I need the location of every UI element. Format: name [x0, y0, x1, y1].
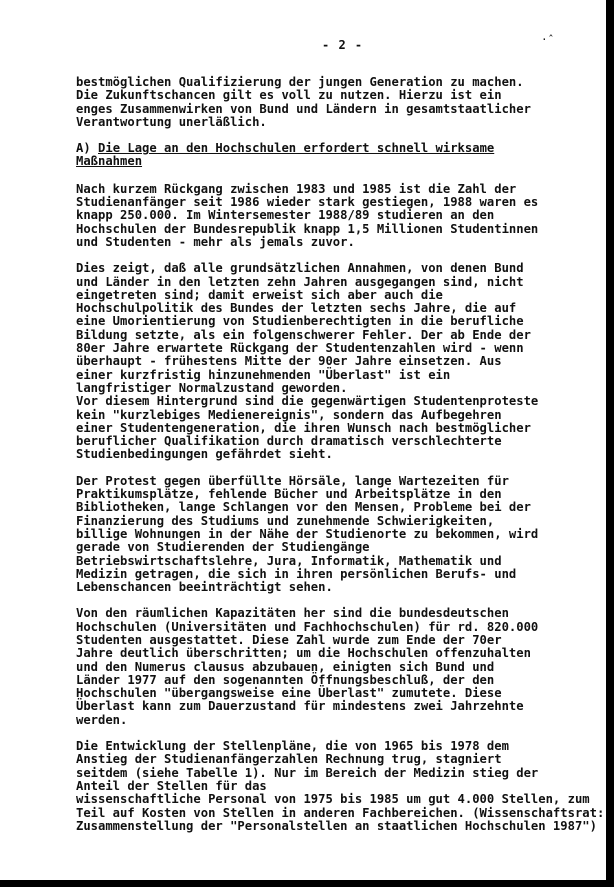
text-line: Länder 1977 auf den sogenannten Öffnungsbeschluß, der den — [76, 672, 495, 687]
text-line: knapp 250.000. Im Wintersemester 1988/89 studieren an den — [76, 208, 495, 223]
heading-line — [76, 142, 590, 155]
section-title: Die Lage an den Hochschulen erfordert schnell wirksame — [98, 141, 495, 156]
text-line: eine Umorientierung von Studienberechtigten in die berufliche — [76, 314, 524, 329]
text-line: Verantwortung unerläßlich. — [76, 114, 267, 129]
text-line: einer Studentengeneration, die ihren Wunsch nach bestmöglicher — [76, 420, 531, 435]
paragraph — [76, 262, 590, 461]
text-line: Dies zeigt, daß alle grundsätzlichen Annahmen, von denen Bund — [76, 261, 524, 276]
text-line: Die Entwicklung der Stellenpläne, die von 1965 bis 1978 dem — [76, 739, 509, 754]
text-line: 80er Jahre erwartete Rückgang der Studentenzahlen wird - wenn — [76, 341, 524, 356]
text-line: Medizin getragen, die sich in ihren persönlichen Berufs- und — [76, 566, 517, 581]
paragraph — [76, 183, 590, 249]
text-line: Bibliotheken, lange Schlangen vor den Mensen, Probleme bei der — [76, 500, 531, 515]
text-line: enges Zusammenwirken von Bund und Ländern in gesamtstaatlicher — [76, 101, 531, 116]
text-line: Anteil der Stellen für das — [76, 778, 267, 793]
text-line: Studienbedingungen gefährdet sieht. — [76, 447, 333, 462]
text-line: Vor diesem Hintergrund sind die gegenwärtigen Studentenproteste — [76, 394, 539, 409]
text-line: Studenten ausgestattet. Diese Zahl wurde zum Ende der 70er — [76, 632, 502, 647]
text-line: Lebenschancen beeinträchtigt sehen. — [76, 580, 333, 595]
text-line: billige Wohnungen in der Nähe der Studienorte zu bekommen, wird — [76, 526, 539, 541]
text-line: Die Zukunftschancen gilt es voll zu nutzen. Hierzu ist ein — [76, 88, 502, 103]
corner-mark: ·̂ — [541, 33, 548, 46]
text-line: Der Protest gegen überfüllte Hörsäle, lange Wartezeiten für — [76, 473, 509, 488]
document-body — [76, 75, 605, 846]
paragraph — [76, 475, 590, 595]
text-line: überhaupt - frühestens Mitte der 90er Jahre einsetzen. Aus — [76, 354, 502, 369]
text-line: bestmöglichen Qualifizierung der jungen Generation zu machen. — [76, 75, 524, 89]
text-line: Hochschulen "übergangsweise eine Überlast" zumutete. Diese — [76, 686, 502, 701]
text-line: Von den räumlichen Kapazitäten her sind die bundesdeutschen — [76, 606, 509, 621]
intro-paragraph — [76, 76, 590, 129]
text-line: Nach kurzem Rückgang zwischen 1983 und 1985 ist die Zahl der — [76, 181, 517, 196]
section-prefix: A) — [76, 141, 99, 156]
text-line: gerade von Studierenden der Studiengänge — [76, 540, 370, 555]
text-line: und Länder in den letzten zehn Jahren ausgegangen sind, nicht — [76, 274, 524, 289]
text-line: Praktikumsplätze, fehlende Bücher und Arbeitsplätze in den — [76, 487, 502, 502]
text-line: Studienanfänger seit 1986 wieder stark gestiegen, 1988 waren es — [76, 195, 539, 210]
text-line: und Studenten - mehr als jemals zuvor. — [76, 234, 355, 249]
scan-border-right — [606, 0, 614, 887]
section-title-continued: Maßnahmen — [76, 154, 143, 169]
text-line: Bildung setzte, als ein folgenschwerer Fehler. Der ab Ende der — [76, 327, 531, 342]
text-line: Hochschulen der Bundesrepublik knapp 1,5 Millionen Studentinnen — [76, 221, 539, 236]
text-line: Finanzierung des Studiums und zunehmende Schwierigkeiten, — [76, 513, 495, 528]
text-line: eingetreten sind; damit erweist sich aber auch die — [76, 287, 443, 302]
text-line: seitdem (siehe Tabelle 1). Nur im Bereich der Medizin stieg der — [76, 765, 539, 780]
text-line: Zusammenstellung der "Personalstellen an staatlichen Hochschulen 1987") — [76, 818, 597, 833]
text-line: Hochschulen (Universitäten und Fachhochschulen) für rd. 820.000 — [76, 619, 539, 634]
text-line: Anstieg der Studienanfängerzahlen Rechnung trug, stagniert — [76, 752, 502, 767]
text-line: Jahre deutlich überschritten; um die Hochschulen offenzuhalten — [76, 646, 531, 661]
text-line: Hochschulpolitik des Bundes der letzten sechs Jahre, die auf — [76, 301, 517, 316]
text-line: kein "kurzlebiges Medienereignis", sondern das Aufbegehren — [76, 407, 502, 422]
scan-border-bottom — [0, 880, 614, 887]
section-heading — [76, 142, 590, 169]
text-line: Überlast kann zum Dauerzustand für mindestens zwei Jahrzehnte — [76, 699, 524, 714]
text-line: Teil auf Kosten von Stellen in anderen Fachbereichen. (Wissenschaftsrat: — [76, 805, 605, 820]
text-line: langfristiger Normalzustand geworden. — [76, 380, 348, 395]
text-line: wissenschaftliche Personal von 1975 bis 1985 um gut 4.000 Stellen, zum — [76, 792, 590, 807]
paragraph — [76, 607, 590, 727]
text-line: werden. — [76, 712, 128, 727]
text-line: beruflicher Qualifikation durch dramatisch verschlechterte — [76, 434, 502, 449]
text-line: einer kurzfristig hinzunehmenden "Überlast" ist ein — [76, 367, 451, 382]
paragraph — [76, 739, 605, 833]
page-number: - 2 - — [322, 38, 364, 52]
text-line: Betriebswirtschaftslehre, Jura, Informatik, Mathematik und — [76, 553, 502, 568]
text-line: und den Numerus clausus abzubauen, einigten sich Bund und — [76, 659, 495, 674]
